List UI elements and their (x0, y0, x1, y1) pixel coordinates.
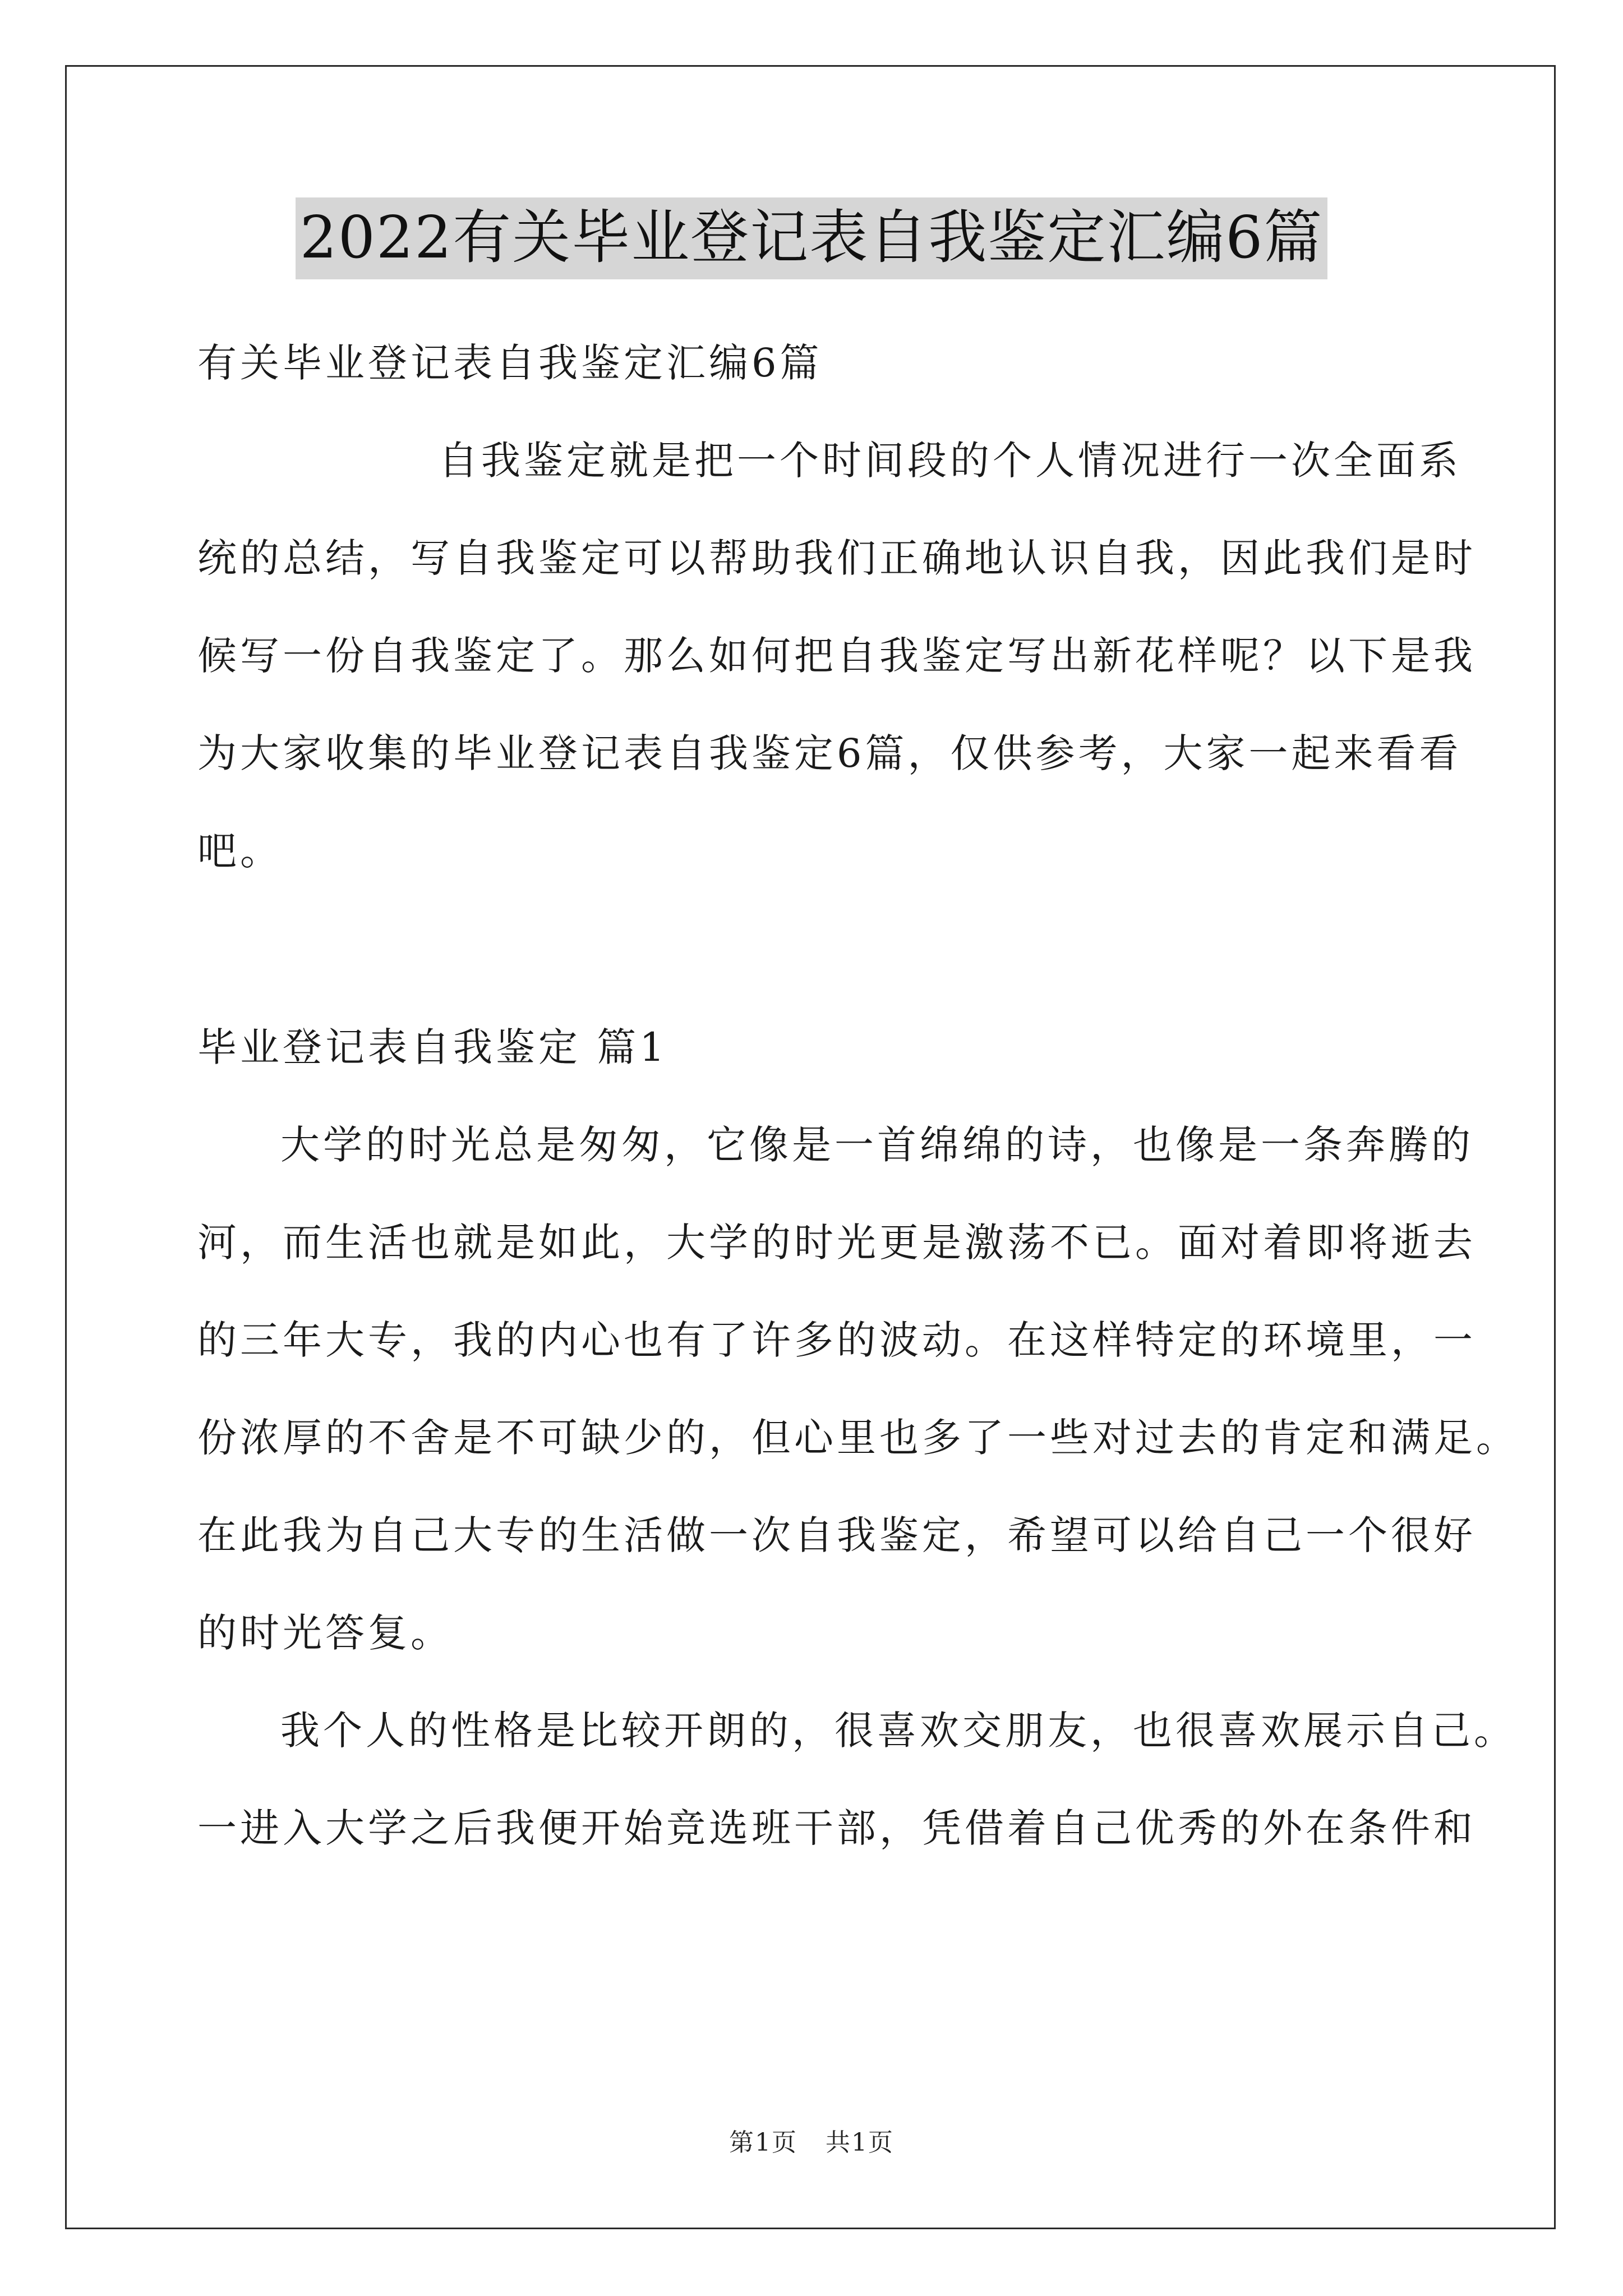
paragraph-line: 在此我为自己大专的生活做一次自我鉴定，希望可以给自己一个很好 (197, 1512, 1476, 1558)
document-title: 2022有关毕业登记表自我鉴定汇编6篇 (296, 197, 1328, 279)
document-body (197, 314, 1519, 1877)
intro-line: 吧。 (197, 828, 283, 874)
paragraph-line: 的三年大专，我的内心也有了许多的波动。在这样特定的环境里，一 (197, 1317, 1476, 1363)
body-paragraph-1 (197, 1096, 1519, 1682)
intro-line: 自我鉴定就是把一个时间段的个人情况进行一次全面系 (439, 438, 1461, 484)
intro-line: 统的总结，写自我鉴定可以帮助我们正确地认识自我，因此我们是时 (197, 535, 1476, 581)
body-paragraph-2 (197, 1682, 1516, 1877)
paragraph-line: 份浓厚的不舍是不可缺少的，但心里也多了一些对过去的肯定和满足。 (197, 1415, 1519, 1461)
paragraph-line: 河，而生活也就是如此，大学的时光更是激荡不已。面对着即将逝去 (197, 1220, 1476, 1266)
page-footer (0, 2126, 1623, 2160)
page-total: 共1页 (826, 2128, 894, 2157)
intro-line: 为大家收集的毕业登记表自我鉴定6篇，仅供参考，大家一起来看看 (197, 730, 1462, 776)
document-subtitle: 有关毕业登记表自我鉴定汇编6篇 (197, 340, 823, 386)
intro-paragraph (197, 412, 1476, 900)
intro-line: 候写一份自我鉴定了。那么如何把自我鉴定写出新花样呢？以下是我 (197, 633, 1476, 679)
section-spacer (197, 900, 1431, 999)
page-number: 第1页 (729, 2128, 797, 2157)
paragraph-line: 大学的时光总是匆匆，它像是一首绵绵的诗，也像是一条奔腾的 (280, 1122, 1474, 1168)
section-heading: 毕业登记表自我鉴定 篇1 (197, 1024, 668, 1070)
paragraph-line: 我个人的性格是比较开朗的，很喜欢交朋友，也很喜欢展示自己。 (280, 1708, 1516, 1754)
title-container (0, 197, 1623, 279)
paragraph-line: 一进入大学之后我便开始竞选班干部，凭借着自己优秀的外在条件和 (197, 1805, 1476, 1851)
paragraph-line: 的时光答复。 (197, 1610, 453, 1656)
